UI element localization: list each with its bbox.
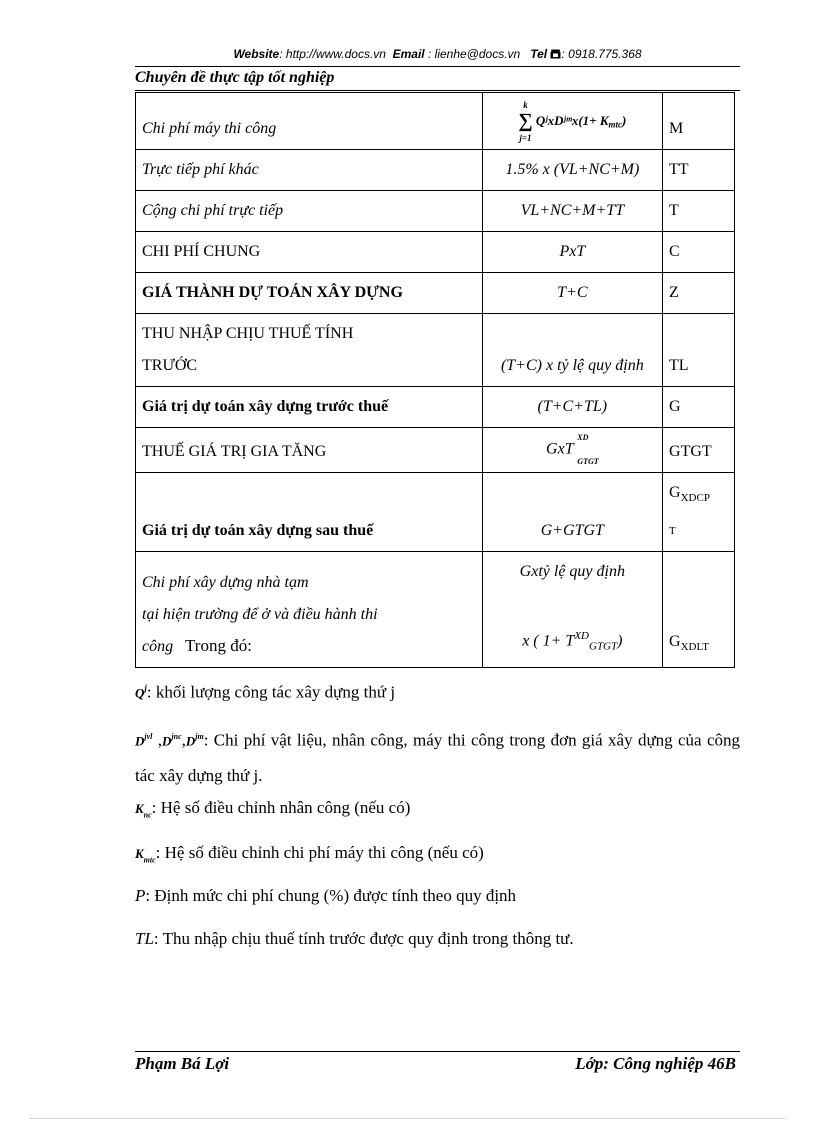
row-formula: VL+NC+M+TT — [482, 191, 662, 232]
legend-d: $D^{jvl}$ $,D^{jnc},D^{jm}$: Chi phí vật liệu, nhân công, máy thi công trong đơn giá xây dựng của công tác xây dựng thứ j. — [135, 730, 740, 785]
formula-body: GxT — [546, 440, 574, 458]
formula-superscript: XD — [577, 433, 589, 442]
legend-symbol: D — [135, 733, 145, 749]
row-formula — [482, 93, 662, 150]
legend-symbol-sup: jvl — [144, 732, 153, 741]
symbol-subscript: XDLT — [680, 640, 709, 653]
row-label: Chi phí máy thi công — [136, 93, 483, 150]
formula-subscript: GTGT — [589, 640, 618, 653]
row-label-line: Chi phí xây dựng nhà tạm — [142, 573, 309, 591]
website-label: Website — [233, 47, 280, 61]
legend-symbol-sup: jnc — [171, 732, 182, 741]
sigma-symbol: ∑ — [518, 110, 533, 132]
document-topic: Chuyên đề thực tập tốt nghiệp — [135, 69, 335, 86]
legend-text: : Hệ số điều chỉnh chi phí máy thi công (nếu có) — [155, 843, 484, 862]
row-symbol: M — [663, 93, 735, 150]
legend-tl — [135, 927, 740, 951]
row-symbol: GTGT — [663, 428, 735, 473]
header-rule — [135, 66, 740, 67]
row-label-line: TRƯỚC — [142, 357, 198, 374]
table-row — [136, 93, 735, 150]
row-label-line: công — [142, 637, 174, 655]
tel-label: Tel — [530, 47, 548, 61]
legend-symbol: D — [185, 733, 196, 749]
row-label: THUẾ GIÁ TRỊ GIA TĂNG — [136, 428, 483, 473]
row-symbol: C — [663, 232, 735, 273]
table-row — [136, 273, 735, 314]
row-formula: PxT — [482, 232, 662, 273]
table-row — [136, 387, 735, 428]
footer-author: Phạm Bá Lợi — [135, 1054, 230, 1073]
legend-text: : Định mức chi phí chung (%) được tính theo quy định — [145, 886, 517, 905]
legend-intro: Trong đó: — [185, 636, 252, 655]
sum-lower-bound: j=1 — [519, 133, 532, 143]
sum-upper-bound: k — [523, 100, 528, 110]
row-label: Cộng chi phí trực tiếp — [136, 191, 483, 232]
formula-line: Gxtỷ lệ quy định — [519, 563, 625, 581]
symbol-subscript: XDCP — [680, 492, 710, 505]
row-formula: T+C — [482, 273, 662, 314]
legend-symbol: P — [135, 886, 146, 905]
row-formula: G+GTGT — [482, 473, 662, 552]
footer-rule — [135, 1051, 740, 1052]
page-edge-divider — [30, 1118, 786, 1119]
table-row — [136, 191, 735, 232]
legend-symbol-sub: nc — [143, 810, 152, 820]
legend-q — [135, 676, 740, 706]
header-rule-2 — [135, 90, 740, 91]
row-symbol: T — [663, 191, 735, 232]
row-label: Giá trị dự toán xây dựng trước thuế — [136, 387, 483, 428]
legend-symbol: TL — [135, 929, 154, 948]
row-label: CHI PHÍ CHUNG — [136, 232, 483, 273]
cost-estimate-table — [135, 92, 735, 668]
table-row — [136, 314, 735, 387]
legend-symbol-sup: jm — [195, 732, 204, 741]
legend-symbol: D — [162, 733, 172, 749]
formula-close: ) — [621, 113, 627, 128]
row-symbol: G — [663, 387, 735, 428]
row-formula: (T+C) x tỷ lệ quy định — [482, 314, 662, 387]
row-formula: 1.5% x (VL+NC+M) — [482, 150, 662, 191]
row-label — [136, 314, 483, 387]
legend-symbol-sub: mtc — [143, 855, 156, 865]
row-label-line: tại hiện trường để ở và điều hành thi — [142, 605, 378, 623]
table-row — [136, 473, 735, 552]
row-symbol: TT — [663, 150, 735, 191]
email-address[interactable]: : lienhe@docs.vn — [427, 47, 521, 61]
formula-superscript: XD — [574, 630, 589, 643]
legend-symbol: Q — [135, 685, 145, 701]
row-label: Giá trị dự toán xây dựng sau thuế — [136, 473, 483, 552]
row-formula — [482, 428, 662, 473]
phone-icon — [550, 47, 561, 61]
footer-class: Lớp: Công nghiệp 46B — [575, 1054, 736, 1073]
row-symbol — [663, 473, 735, 552]
email-label: Email — [392, 47, 425, 61]
legend-text: : Chi phí vật liệu, nhân công, máy thi công trong đơn giá xây dựng của công tác xây dựng thứ j. — [135, 730, 740, 785]
legend-symbol: K — [135, 801, 144, 816]
sum-formula — [518, 97, 626, 145]
formula-line: x ( 1+ T — [522, 632, 575, 650]
legend-symbol: K — [135, 846, 144, 861]
legend-symbol-sup: j — [144, 683, 147, 693]
row-formula: (T+C+TL) — [482, 387, 662, 428]
formula-close: ) — [617, 632, 623, 650]
legend-kmtc — [135, 841, 740, 872]
table-row — [136, 150, 735, 191]
tel-number: : 0918.775.368 — [561, 47, 642, 61]
formula-subscript: mtc — [608, 119, 622, 130]
symbol-main: G — [669, 484, 681, 501]
legend-text: : Thu nhập chịu thuế tính trước được quy định trong thông tư. — [153, 929, 574, 948]
row-symbol: TL — [663, 314, 735, 387]
website-url[interactable]: : http://www.docs.vn — [279, 47, 386, 61]
formula-subscript: GTGT — [577, 457, 599, 466]
header-contact-line — [135, 47, 740, 61]
symbol-tail: T — [669, 525, 676, 538]
row-label-line: THU NHẬP CHỊU THUẾ TÍNH — [142, 325, 354, 342]
formula-body: QʲxDʲᵐx(1+ K — [535, 113, 609, 128]
table-row — [136, 428, 735, 473]
row-label: Trực tiếp phí khác — [136, 150, 483, 191]
legend-text: : khối lượng công tác xây dựng thứ j — [146, 682, 396, 702]
row-symbol: Z — [663, 273, 735, 314]
row-label: GIÁ THÀNH DỰ TOÁN XÂY DỰNG — [136, 273, 483, 314]
symbol-main: G — [669, 632, 681, 650]
legend-knc — [135, 796, 740, 827]
legend-p — [135, 884, 740, 908]
legend-text: : Hệ số điều chỉnh nhân công (nếu có) — [151, 798, 411, 817]
table-row — [136, 232, 735, 273]
